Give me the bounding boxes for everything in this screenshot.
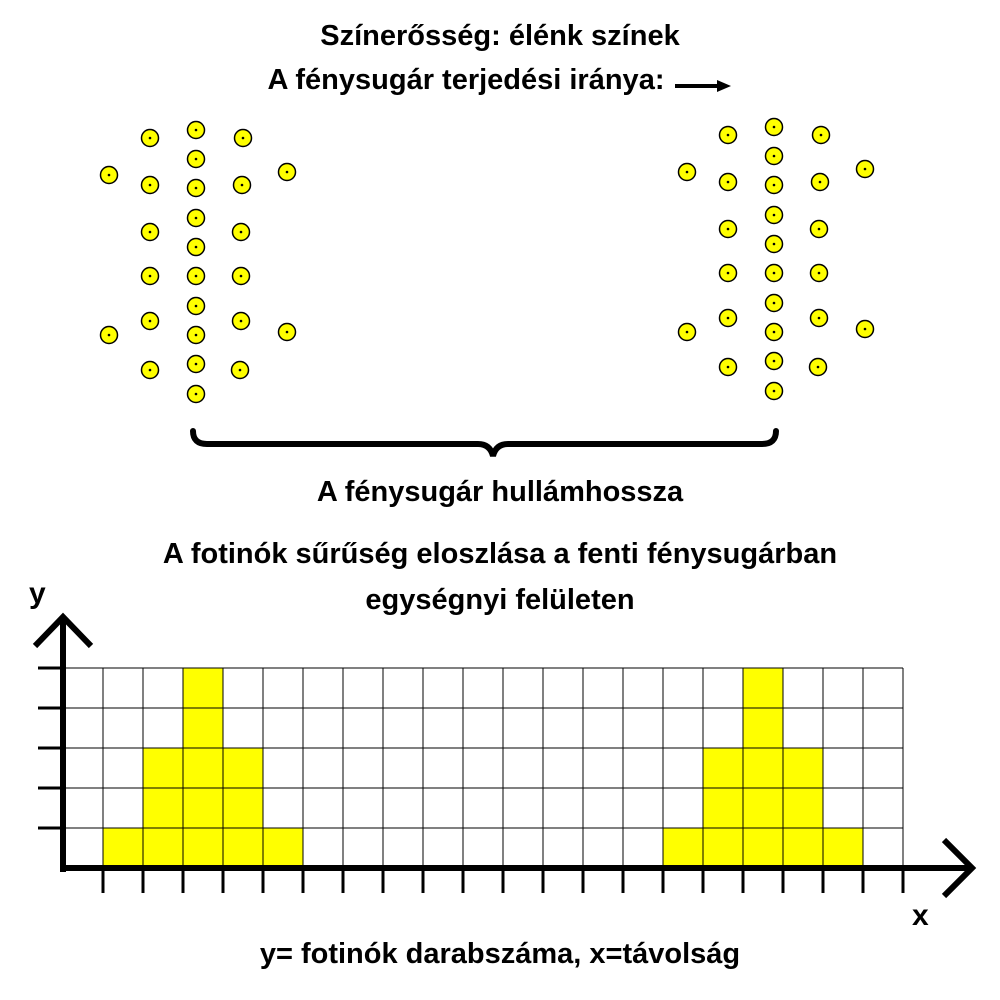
chart-bar — [263, 828, 303, 868]
wavelength-label: A fénysugár hullámhossza — [316, 476, 684, 508]
chart-bar — [143, 748, 183, 868]
chart-bar — [103, 828, 143, 868]
diagram-title: Színerősség: élénk színek — [320, 20, 680, 52]
chart-bar — [743, 668, 783, 868]
y-axis-label: y — [29, 577, 46, 610]
graph-title-line2: egységnyi felületen — [365, 584, 635, 616]
chart-bar — [783, 748, 823, 868]
chart-bar — [663, 828, 703, 868]
chart-bar — [703, 748, 743, 868]
graph-title-line1: A fotinók sűrűség eloszlása a fenti fénysugárban — [162, 538, 838, 570]
chart-bar — [823, 828, 863, 868]
chart-bar — [183, 668, 223, 868]
chart-bar — [223, 748, 263, 868]
x-axis-label: x — [912, 899, 929, 932]
graph-caption: y= fotinók darabszáma, x=távolság — [259, 938, 741, 970]
direction-label-text: A fénysugár terjedési iránya: — [267, 64, 665, 96]
